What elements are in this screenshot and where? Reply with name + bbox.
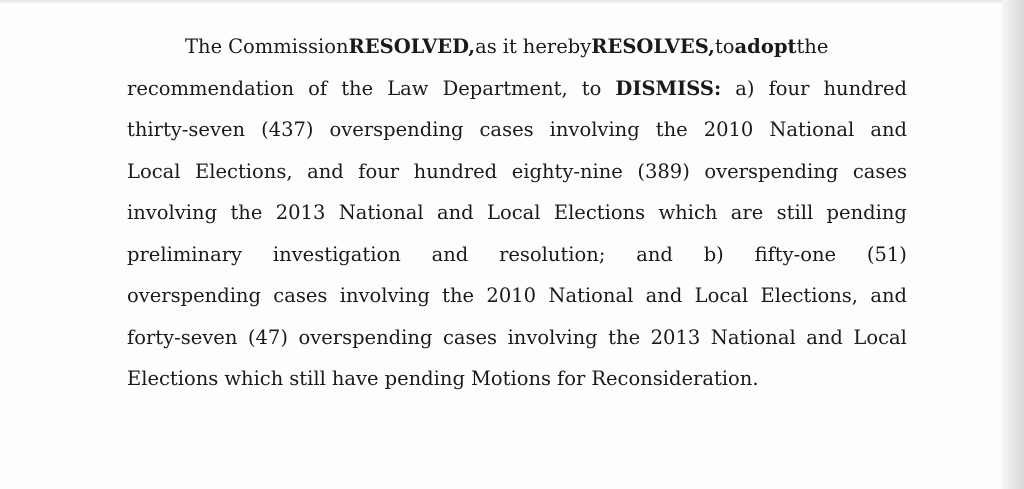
word: are [730, 201, 764, 224]
word: still [289, 367, 326, 390]
word: and [806, 325, 843, 349]
word: the [230, 201, 263, 224]
word: and [436, 201, 474, 224]
word: overspending [298, 325, 433, 349]
paragraph-line [127, 26, 907, 68]
word: hereby [522, 35, 592, 58]
word: adopt [734, 35, 797, 58]
word: recommendation [127, 76, 295, 100]
word: National [338, 201, 424, 224]
word: (51) [866, 242, 907, 266]
paragraph-line [127, 68, 907, 110]
paragraph-line [127, 151, 907, 193]
word: Elections, [195, 159, 293, 183]
word: Law [387, 76, 429, 100]
word: Commission [228, 35, 349, 58]
word: the [341, 76, 374, 100]
paragraph-line [127, 317, 907, 359]
word: four [768, 76, 810, 100]
word: Department, [442, 76, 568, 100]
word: for [557, 367, 586, 390]
word: Elections, [760, 284, 858, 307]
word: which [224, 367, 284, 390]
word: as [475, 35, 497, 58]
word: four [358, 159, 400, 183]
word: (47) [247, 325, 288, 349]
word: the [796, 35, 829, 58]
word: and [307, 159, 344, 183]
word: resolution; [499, 242, 606, 266]
word: and [636, 242, 673, 266]
word: Local [487, 201, 541, 224]
word: overspending [127, 284, 261, 307]
word: Local [853, 325, 907, 349]
word: involving [127, 201, 218, 224]
word: National [769, 118, 855, 141]
word: cases [479, 118, 534, 141]
word: 2010 [486, 284, 537, 307]
paragraph-line [127, 358, 907, 400]
paragraph-line [127, 109, 907, 151]
word: investigation [272, 242, 401, 266]
word: involving [549, 118, 640, 141]
word: fifty-one [754, 242, 837, 266]
word: and [870, 118, 907, 141]
word: and [870, 284, 907, 307]
word: (437) [261, 118, 314, 141]
word: DISMISS: [615, 76, 722, 100]
word: RESOLVED, [348, 35, 476, 58]
word: hundred [823, 76, 907, 100]
paragraph-line [127, 192, 907, 234]
word: Local [694, 284, 749, 307]
word: involving [507, 325, 598, 349]
page-top-shadow [0, 0, 1024, 4]
word: 2010 [703, 118, 754, 141]
word: National [548, 284, 634, 307]
word: preliminary [127, 242, 243, 266]
word: (389) [637, 159, 690, 183]
word: Elections [127, 367, 219, 390]
word: b) [703, 242, 724, 266]
word: cases [852, 159, 907, 183]
word: pending [826, 201, 907, 224]
word: hundred [413, 159, 498, 183]
word: Reconsideration. [591, 367, 759, 390]
word: of [308, 76, 328, 100]
word: pending [384, 367, 465, 390]
word: 2013 [650, 325, 701, 349]
word: overspending [704, 159, 839, 183]
word: eighty-nine [511, 159, 623, 183]
word: it [502, 35, 517, 58]
word: a) [735, 76, 755, 100]
word: which [658, 201, 718, 224]
paragraph-line [127, 275, 907, 317]
word: still [776, 201, 814, 224]
word: and [431, 242, 469, 266]
word: Local [127, 159, 181, 183]
resolution-paragraph [127, 26, 907, 400]
word: to [714, 35, 735, 58]
word: and [645, 284, 683, 307]
word: thirty-seven [127, 118, 246, 141]
word: cases [273, 284, 328, 307]
word: cases [442, 325, 498, 349]
word: overspending [329, 118, 464, 141]
word: to [581, 76, 602, 100]
word: forty-seven [127, 325, 238, 349]
word: Motions [470, 367, 552, 390]
word: the [442, 284, 475, 307]
word: 2013 [275, 201, 326, 224]
word: the [655, 118, 688, 141]
paragraph-line [127, 234, 907, 276]
word: The [185, 35, 223, 58]
word: RESOLVES, [591, 35, 715, 58]
word: involving [339, 284, 430, 307]
word: the [608, 325, 641, 349]
word: have [331, 367, 379, 390]
word: National [710, 325, 796, 349]
page-right-shadow [1002, 0, 1024, 489]
word: Elections [553, 201, 646, 224]
